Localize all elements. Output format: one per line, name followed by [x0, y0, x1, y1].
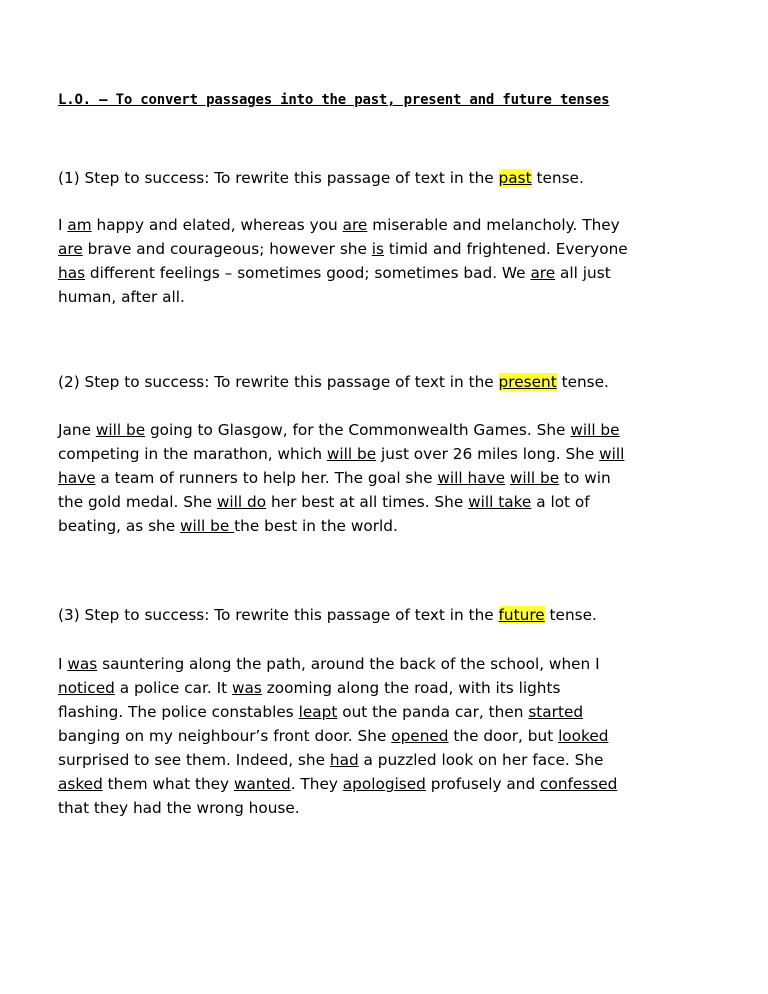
step-prefix: (3) Step to success: To rewrite this passage of text in the: [58, 606, 499, 624]
passage-text: surprised to see them. Indeed, she: [58, 751, 330, 769]
passage-text: sauntering along the path, around the back of the school, when I: [97, 655, 600, 673]
underlined-verb: will: [599, 445, 625, 463]
underlined-verb: noticed: [58, 679, 115, 697]
passage-text: the best in the world.: [234, 517, 398, 535]
underlined-verb: leapt: [298, 703, 338, 721]
passage-line: [58, 285, 718, 309]
passage-text: them what they: [102, 775, 234, 793]
step-instruction-3: [58, 603, 597, 627]
passage-text: competing in the marathon, which: [58, 445, 327, 463]
underlined-verb: was: [231, 679, 262, 697]
passage-text: . They: [290, 775, 343, 793]
underlined-verb: opened: [391, 727, 449, 745]
passage-3: [58, 652, 718, 820]
passage-text: the gold medal. She: [58, 493, 217, 511]
passage-text: profusely and: [425, 775, 541, 793]
passage-line: [58, 514, 718, 538]
passage-text: a team of runners to help her. The goal she: [95, 469, 438, 487]
passage-line: [58, 700, 718, 724]
passage-text: I: [58, 216, 68, 234]
underlined-verb: will have: [437, 469, 506, 487]
passage-line: [58, 652, 718, 676]
passage-line: [58, 748, 718, 772]
passage-text: timid and frightened. Everyone: [384, 240, 628, 258]
passage-line: [58, 237, 718, 261]
underlined-verb: has: [58, 264, 86, 282]
step-prefix: (1) Step to success: To rewrite this passage of text in the: [58, 169, 499, 187]
passage-line: [58, 490, 718, 514]
passage-text: going to Glasgow, for the Commonwealth Games. She: [145, 421, 571, 439]
underlined-verb: asked: [58, 775, 103, 793]
underlined-verb: confessed: [540, 775, 618, 793]
passage-text: different feelings – sometimes good; sometimes bad. We: [85, 264, 531, 282]
underlined-verb: are: [530, 264, 556, 282]
passage-text: I: [58, 655, 68, 673]
underlined-verb: is: [371, 240, 385, 258]
passage-text: a lot of: [531, 493, 590, 511]
underlined-verb: wanted: [233, 775, 291, 793]
underlined-verb: will be: [95, 421, 146, 439]
tense-highlight: present: [498, 373, 557, 391]
step-instruction-1: [58, 166, 584, 190]
passage-line: [58, 418, 718, 442]
underlined-verb: started: [528, 703, 584, 721]
passage-text: a puzzled look on her face. She: [358, 751, 604, 769]
passage-text: out the panda car, then: [337, 703, 529, 721]
underlined-verb: will take: [468, 493, 532, 511]
tense-highlight: future: [498, 606, 545, 624]
underlined-verb: will be: [326, 445, 377, 463]
passage-text: miserable and melancholy. They: [367, 216, 620, 234]
passage-line: [58, 442, 718, 466]
passage-1: [58, 213, 718, 309]
underlined-verb: are: [58, 240, 83, 258]
underlined-verb: will be: [509, 469, 560, 487]
passage-line: [58, 676, 718, 700]
passage-text: happy and elated, whereas you: [91, 216, 343, 234]
passage-2: [58, 418, 718, 538]
passage-text: her best at all times. She: [266, 493, 469, 511]
step-prefix: (2) Step to success: To rewrite this passage of text in the: [58, 373, 499, 391]
passage-line: [58, 261, 718, 285]
passage-text: banging on my neighbour’s front door. She: [58, 727, 392, 745]
passage-text: human, after all.: [58, 288, 185, 306]
passage-text: beating, as she: [58, 517, 181, 535]
passage-text: to win: [559, 469, 611, 487]
passage-line: [58, 724, 718, 748]
passage-text: the door, but: [448, 727, 559, 745]
passage-text: a police car. It: [114, 679, 232, 697]
passage-text: all just: [555, 264, 611, 282]
underlined-verb: looked: [558, 727, 609, 745]
underlined-verb: am: [67, 216, 92, 234]
step-suffix: tense.: [556, 373, 609, 391]
tense-highlight: past: [498, 169, 532, 187]
step-instruction-2: [58, 370, 609, 394]
underlined-verb: will be: [180, 517, 235, 535]
passage-text: flashing. The police constables: [58, 703, 299, 721]
underlined-verb: have: [58, 469, 96, 487]
step-suffix: tense.: [544, 606, 597, 624]
underlined-verb: had: [329, 751, 359, 769]
step-suffix: tense.: [531, 169, 584, 187]
learning-objective-heading: L.O. – To convert passages into the past, present and future tenses: [58, 92, 610, 108]
underlined-verb: apologised: [342, 775, 426, 793]
passage-text: Jane: [58, 421, 96, 439]
passage-text: that they had the wrong house.: [58, 799, 300, 817]
passage-line: [58, 796, 718, 820]
underlined-verb: will be: [570, 421, 620, 439]
passage-line: [58, 466, 718, 490]
passage-line: [58, 213, 718, 237]
underlined-verb: are: [342, 216, 368, 234]
underlined-verb: will do: [216, 493, 267, 511]
passage-text: zooming along the road, with its lights: [261, 679, 561, 697]
passage-line: [58, 772, 718, 796]
passage-text: brave and courageous; however she: [82, 240, 372, 258]
underlined-verb: was: [67, 655, 98, 673]
passage-text: just over 26 miles long. She: [376, 445, 600, 463]
